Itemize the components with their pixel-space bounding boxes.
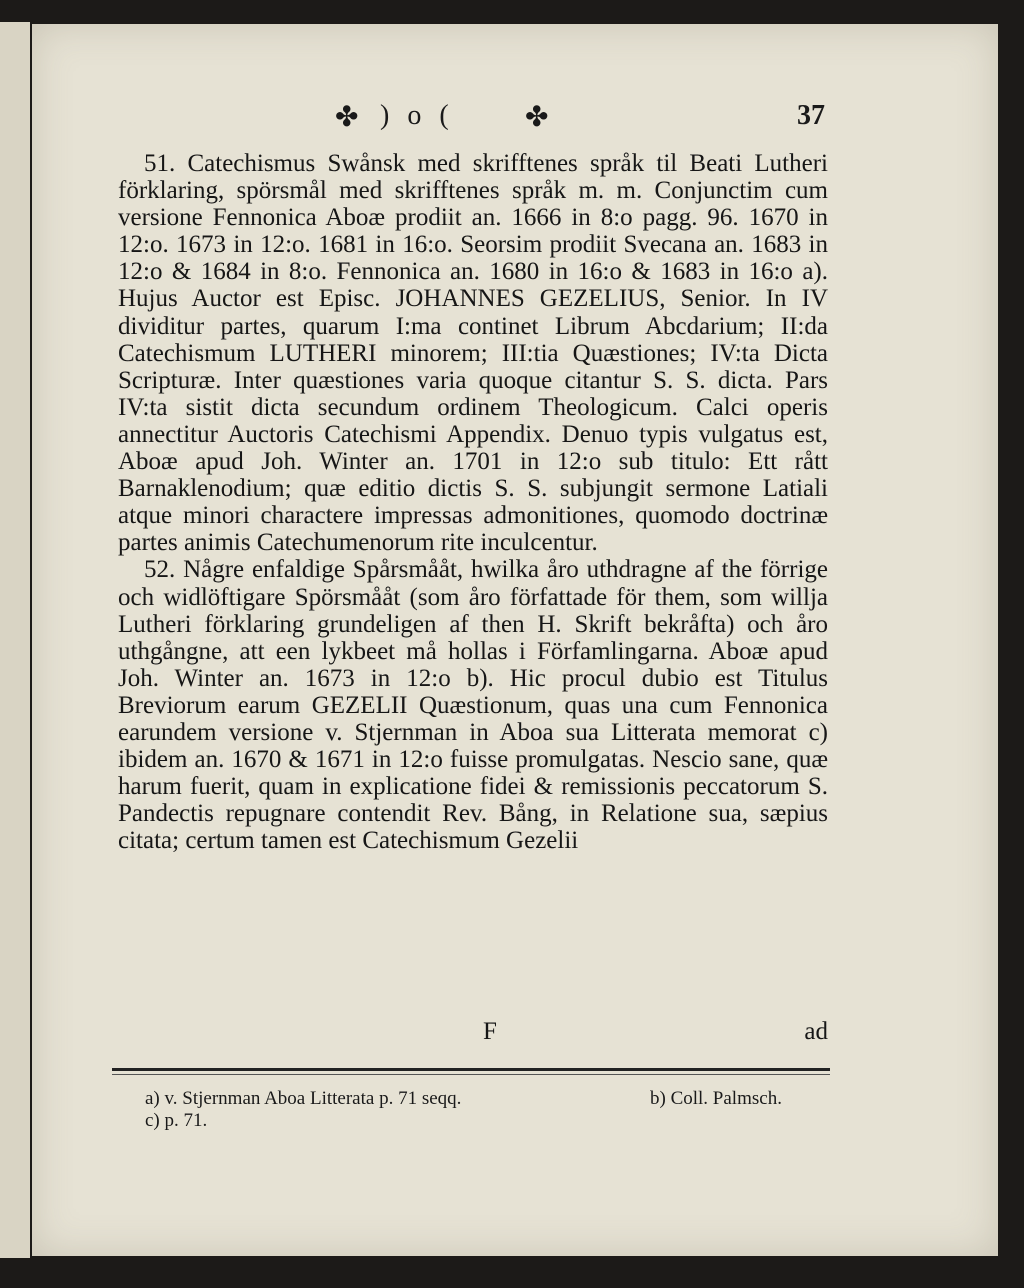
catchword: ad: [804, 1018, 828, 1045]
footnote-c: c) p. 71.: [145, 1110, 208, 1131]
footnotes: [145, 1088, 835, 1132]
footnote-rule-thin: [112, 1074, 830, 1075]
page-edge: [0, 22, 30, 1258]
running-header: [335, 100, 825, 134]
ornament-left-icon: ✤: [335, 102, 359, 133]
footnote-row: [145, 1110, 835, 1132]
signature-mark: F: [483, 1018, 497, 1045]
footnote-row: [145, 1088, 835, 1110]
footnote-a: a) v. Stjernman Aboa Litterata p. 71 seqq.: [145, 1088, 462, 1109]
page-number: 37: [797, 100, 825, 131]
main-text: [118, 150, 828, 854]
running-head: )o(: [380, 100, 467, 131]
footnote-rule: [112, 1068, 830, 1071]
footnote-b: b) Coll. Palmsch.: [650, 1088, 782, 1109]
ornament-right-icon: ✤: [525, 102, 549, 133]
paragraph-52: 52. Någre enfaldige Spårsmååt, hwilka åro uthdragne af the förrige och widlöftigare Spörsmååt (som åro författade för them, som willja Lutheri förklaring grundeligen af then H. Skrift bekråfta) och åro uthgångne, att een lykbeet må hollas i Förfamlingarna. Aboæ apud Joh. Winter an. 1673 in 12:o b). Hic procul dubio est Titulus Breviorum earum GEZELII Quæstionum, quas una cum Fennonica earundem versione v. Stjernman in Aboa sua Litterata memorat c) ibidem an. 1670 & 1671 in 12:o fuisse promulgatas. Nescio sane, quæ harum fuerit, quam in explicatione fidei & remissionis peccatorum S. Pandectis repugnare contendit Rev. Bång, in Relatione sua, sæpius citata; certum tamen est Catechismum Gezelii: [118, 556, 828, 855]
paragraph-51: 51. Catechismus Swånsk med skrifftenes språk til Beati Lutheri förklaring, spörsmål med skrifftenes språk m. m. Conjunctim cum versione Fennonica Aboæ prodiit an. 1666 in 8:o pagg. 96. 1670 in 12:o. 1673 in 12:o. 1681 in 16:o. Seorsim prodiit Svecana an. 1683 in 12:o & 1684 in 8:o. Fennonica an. 1680 in 16:o & 1683 in 16:o a). Hujus Auctor est Episc. JOHANNES GEZELIUS, Senior. In IV dividitur partes, quarum I:ma continet Librum Abcdarium; II:da Catechismum LUTHERI minorem; III:tia Quæstiones; IV:ta Dicta Scripturæ. Inter quæstiones varia quoque citantur S. S. dicta. Pars IV:ta sistit dicta secundum ordinem Theologicum. Calci operis annectitur Auctoris Catechismi Appendix. Denuo typis vulgatus est, Aboæ apud Joh. Winter an. 1701 in 12:o sub titulo: Ett rått Barnaklenodium; quæ editio dictis S. S. subjungit sermone Latiali atque minori charactere impressas admonitiones, quomodo doctrinæ partes animis Catechumenorum rite inculcentur.: [118, 150, 828, 557]
signature-line: [118, 1018, 828, 1046]
